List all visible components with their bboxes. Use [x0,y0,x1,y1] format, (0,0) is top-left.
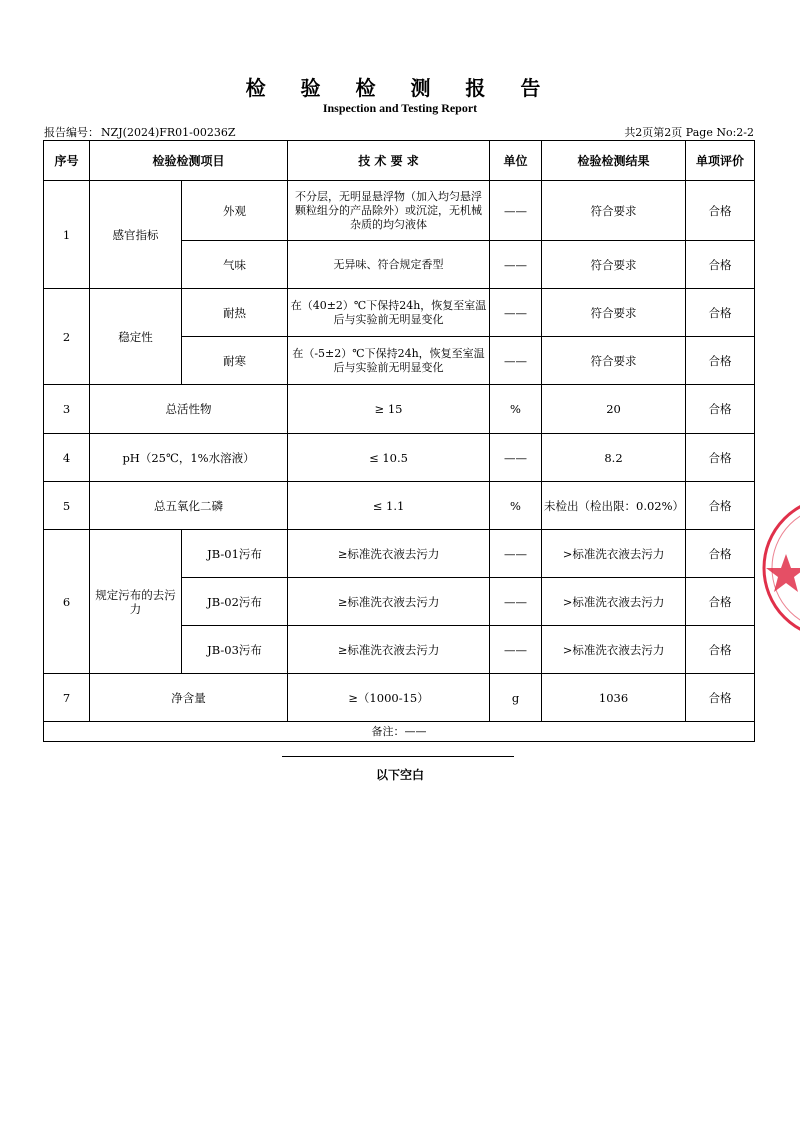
cell-unit: —— [490,530,542,578]
cell-result: >标准洗衣液去污力 [542,578,686,626]
table-row [44,289,755,337]
footer-divider [282,756,514,757]
cell-requirement: 在（-5±2）℃下保持24h，恢复至室温后与实验前无明显变化 [288,337,490,385]
table-row [44,385,755,434]
cell-sub-item: 气味 [182,241,288,289]
cell-unit: —— [490,289,542,337]
cell-requirement: ≤ 1.1 [288,482,490,530]
cell-result: 符合要求 [542,181,686,241]
header-requirement: 技 术 要 求 [288,141,490,181]
cell-result: >标准洗衣液去污力 [542,530,686,578]
cell-item: 总活性物 [90,385,288,434]
cell-sub-item: JB-02污布 [182,578,288,626]
cell-sub-item: 外观 [182,181,288,241]
inspection-table [43,140,755,742]
report-title-en: Inspection and Testing Report [322,101,478,115]
cell-unit: —— [490,626,542,674]
cell-unit: % [490,385,542,434]
header-seq: 序号 [44,141,90,181]
cell-requirement: ≥标准洗衣液去污力 [288,578,490,626]
remark-cell: 备注：—— [44,722,755,742]
header-item: 检验检测项目 [90,141,288,181]
cell-requirement: ≥标准洗衣液去污力 [288,530,490,578]
cell-result: 1036 [542,674,686,722]
cell-evaluation: 合格 [686,289,755,337]
cell-seq: 5 [44,482,90,530]
table-row [44,674,755,722]
cell-requirement: 无异味、符合规定香型 [288,241,490,289]
header-result: 检验检测结果 [542,141,686,181]
table-row [44,434,755,482]
cell-evaluation: 合格 [686,385,755,434]
cell-unit: —— [490,241,542,289]
cell-seq: 2 [44,289,90,385]
cell-requirement: ≥ 15 [288,385,490,434]
cell-requirement: 在（40±2）℃下保持24h，恢复至室温后与实验前无明显变化 [288,289,490,337]
cell-seq: 4 [44,434,90,482]
cell-seq: 7 [44,674,90,722]
report-title-cn: 检 验 检 测 报 告 [245,76,555,100]
table-row [44,482,755,530]
cell-sub-item: JB-03污布 [182,626,288,674]
cell-evaluation: 合格 [686,626,755,674]
cell-requirement: ≤ 10.5 [288,434,490,482]
cell-unit: —— [490,578,542,626]
blank-below-note: 以下空白 [375,768,424,782]
cell-seq: 1 [44,181,90,289]
cell-evaluation: 合格 [686,337,755,385]
cell-result: 符合要求 [542,241,686,289]
cell-result: 8.2 [542,434,686,482]
report-number-label: 报告编号： [44,126,99,139]
page-info: 共2页第2页 Page No:2-2 [624,126,754,139]
table-row [44,181,755,241]
cell-evaluation: 合格 [686,674,755,722]
cell-result: >标准洗衣液去污力 [542,626,686,674]
cell-group: 稳定性 [90,289,182,385]
header-unit: 单位 [490,141,542,181]
report-number [44,124,238,140]
cell-evaluation: 合格 [686,482,755,530]
cell-unit: —— [490,337,542,385]
cell-evaluation: 合格 [686,578,755,626]
cell-requirement: ≥（1000-15） [288,674,490,722]
cell-result: 符合要求 [542,337,686,385]
cell-evaluation: 合格 [686,434,755,482]
cell-evaluation: 合格 [686,181,755,241]
cell-requirement: ≥标准洗衣液去污力 [288,626,490,674]
cell-unit: % [490,482,542,530]
cell-item: pH（25℃，1%水溶液） [90,434,288,482]
cell-result: 未检出（检出限：0.02%） [542,482,686,530]
cell-seq: 6 [44,530,90,674]
official-seal-icon [758,492,800,644]
cell-evaluation: 合格 [686,530,755,578]
cell-unit: g [490,674,542,722]
cell-unit: —— [490,434,542,482]
cell-group: 规定污布的去污力 [90,530,182,674]
cell-sub-item: JB-01污布 [182,530,288,578]
table-row [44,530,755,578]
cell-sub-item: 耐热 [182,289,288,337]
cell-requirement: 不分层，无明显悬浮物（加入均匀悬浮颗粒组分的产品除外）或沉淀，无机械杂质的均匀液体 [288,181,490,241]
header-evaluation: 单项评价 [686,141,755,181]
cell-item: 净含量 [90,674,288,722]
report-number-value: NZJ(2024)FR01-00236Z [101,126,236,139]
remark-row [44,722,755,742]
cell-seq: 3 [44,385,90,434]
cell-evaluation: 合格 [686,241,755,289]
cell-unit: —— [490,181,542,241]
cell-result: 20 [542,385,686,434]
cell-result: 符合要求 [542,289,686,337]
cell-item: 总五氧化二磷 [90,482,288,530]
seal-star [766,554,800,592]
table-header-row [44,141,755,181]
cell-sub-item: 耐寒 [182,337,288,385]
cell-group: 感官指标 [90,181,182,289]
